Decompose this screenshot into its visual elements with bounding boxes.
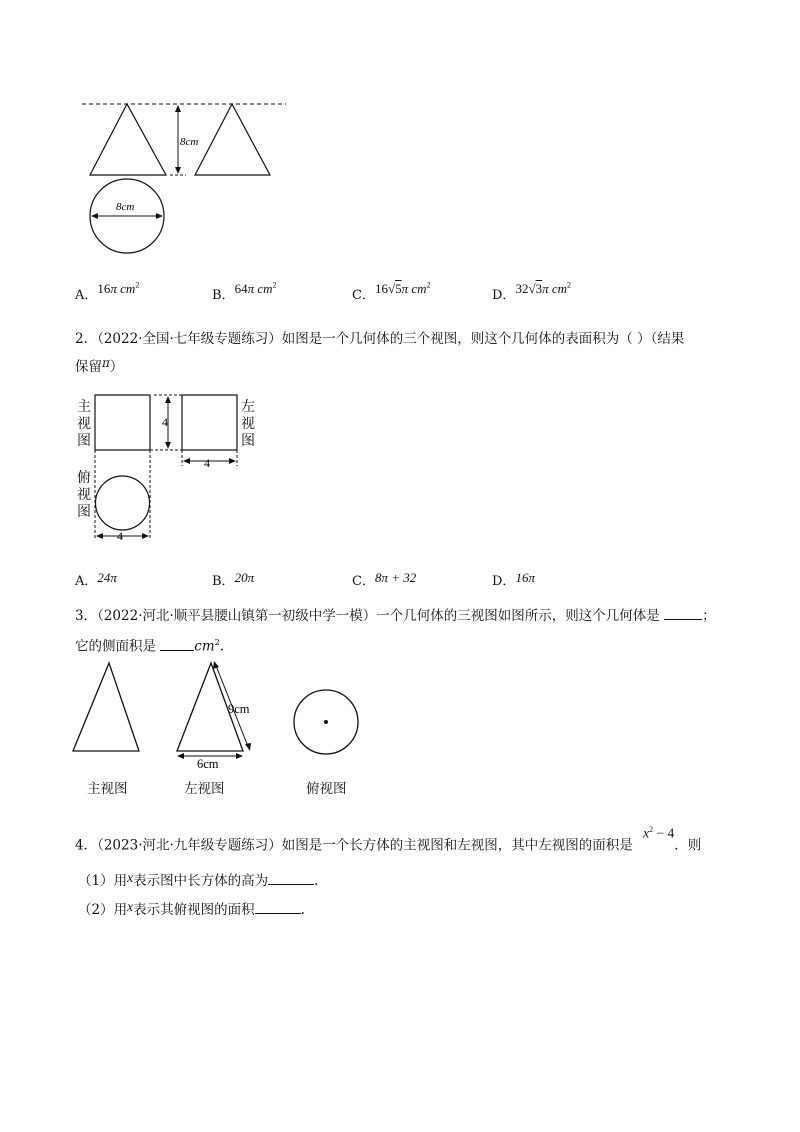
- q3-caption-front: 主视图: [87, 781, 128, 797]
- q2-top-view-label: 俯 视 图: [77, 470, 91, 520]
- q1-option-c[interactable]: C．16√5π $cm^2$: [352, 280, 431, 303]
- q2-figure: [90, 390, 250, 550]
- q2-stem-line1: 2．（2022·全国·七年级专题练习）如图是一个几何体的三个视图，则这个几何体的表面积为（ ）（结果: [75, 331, 685, 347]
- q1-diameter-label: 8cm: [116, 201, 135, 213]
- q2-diameter-label: 4: [117, 529, 123, 543]
- q4-sub2: （2）用x表示其俯视图的面积 .: [78, 899, 305, 918]
- q3-slant-label: 9cm: [228, 702, 250, 716]
- q3-front-view-triangle: [73, 663, 139, 751]
- q3-figure: [65, 655, 375, 775]
- q2-top-view-circle: [96, 476, 150, 530]
- q1-height-label: 8cm: [180, 136, 199, 148]
- q4-area-expression: $x^2 - 4$: [643, 825, 675, 841]
- q3-answer-blank-1[interactable]: [664, 607, 702, 620]
- q1-figure: [80, 95, 300, 265]
- q2-option-a[interactable]: A．24π: [75, 570, 117, 589]
- q2-stem-line2: 保留π）: [75, 356, 124, 375]
- q2-left-view-label: 左 视 图: [241, 399, 255, 449]
- q4-answer-blank-2[interactable]: [255, 901, 301, 914]
- q2-option-b[interactable]: B．20π: [212, 570, 255, 589]
- q2-width-label: 4: [204, 456, 210, 470]
- q3-caption-left: 左视图: [184, 781, 225, 797]
- q2-option-d[interactable]: D．16π: [492, 570, 535, 589]
- q3-caption-top: 俯视图: [306, 781, 347, 797]
- q1-side-triangle: [195, 104, 270, 175]
- q1-option-a[interactable]: A．16π $cm^2$: [75, 280, 140, 303]
- q2-main-view-label: 主 视 图: [77, 399, 91, 449]
- q3-top-view-center-dot: [324, 720, 328, 724]
- q4-stem-line1: 4．（2023·河北·九年级专题练习）如图是一个长方体的主视图和左视图，其中左视图的面积是 $x^2 - 4$．则: [75, 833, 701, 855]
- q3-base-label: 6cm: [197, 757, 219, 771]
- q3-answer-blank-2[interactable]: [160, 638, 194, 651]
- q1-front-triangle: [90, 104, 166, 175]
- q1-option-b[interactable]: B．64π $cm^2$: [212, 280, 277, 303]
- q2-main-view-square: [95, 395, 150, 450]
- q4-sub1: （1）用x表示图中长方体的高为 .: [78, 870, 319, 889]
- q3-stem-line1: 3．（2022·河北·顺平县腰山镇第一初级中学一模）一个几何体的三视图如图所示，则这个几何体是 ；: [75, 608, 716, 624]
- q4-answer-blank-1[interactable]: [268, 872, 314, 885]
- q2-height-label: 4: [162, 415, 168, 429]
- q2-option-c[interactable]: C．8π + 32: [352, 570, 417, 589]
- q2-left-view-square: [182, 395, 237, 450]
- q1-option-d[interactable]: D．32√3π $cm^2$: [492, 280, 572, 303]
- q3-stem-line2: 它的侧面积是 $cm^2$.: [75, 638, 225, 655]
